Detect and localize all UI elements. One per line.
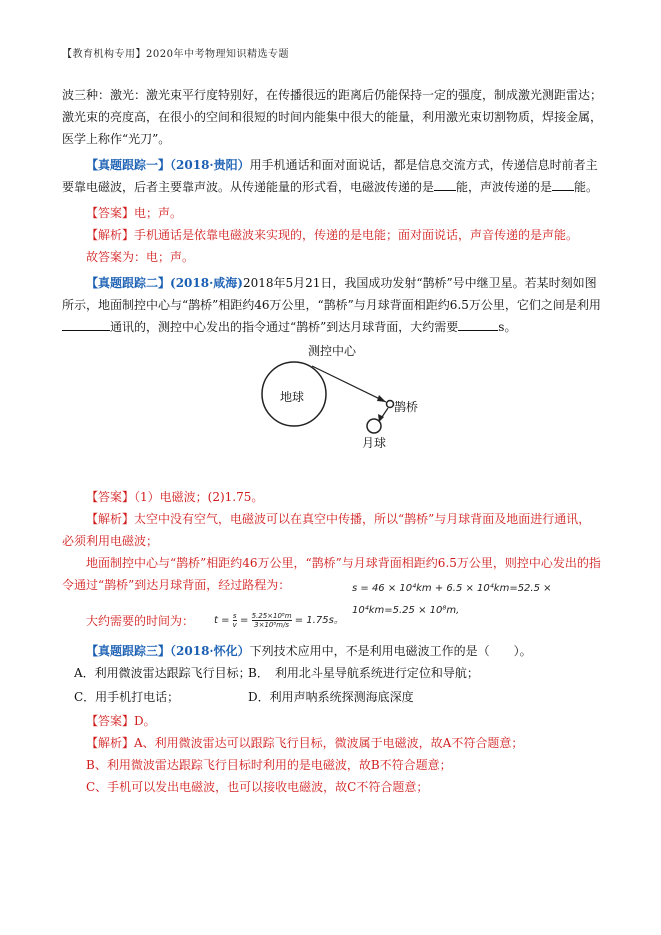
q3-answer <box>62 710 602 732</box>
time-formula-result: = 1.75s。 <box>291 615 344 626</box>
satellite-diagram <box>62 340 602 480</box>
time-label: 大约需要的时间为： <box>86 614 195 628</box>
q3-option-c: C．用手机打电话； <box>74 690 180 704</box>
time-frac-2 <box>252 612 292 629</box>
q2-analysis-text: 太空中没有空气，电磁波可以在真空中传播，所以“鹊桥”与月球背面及地面进行通讯，必须利用电磁波； <box>62 512 591 548</box>
q2-source: (2018·咸海) <box>170 276 243 290</box>
signal-line-1 <box>312 366 386 402</box>
time-formula-eq: = <box>236 615 252 626</box>
earth-label: 地球 <box>280 390 305 404</box>
q3-analysis-c: C、手机可以发出电磁波，也可以接收电磁波，故C不符合题意； <box>86 780 429 794</box>
q3-answer-text: D。 <box>134 714 156 728</box>
q2-question <box>62 272 602 338</box>
bridge-label: 鹊桥 <box>394 400 419 414</box>
q1-answer-label: 【答案】 <box>86 206 135 220</box>
q1-analysis-text: 手机通话是依靠电磁波来实现的，传递的是电能；面对面说话，声音传递的是声能。 <box>134 228 579 242</box>
q3-option-a: A．利用微波雷达跟踪飞行目标； <box>74 666 251 680</box>
q1-text-3: 能。 <box>574 180 599 194</box>
distance-formula-row <box>352 574 602 616</box>
time-formula-row <box>62 608 602 634</box>
q2-text-1: 2018年5月21日，我国成功发射“鹊桥”号中继卫星。若某时刻如图所示，地面制控中心与“鹊桥”相距约46万公里，“鹊桥”与月球背面相距约6.5万公里，它们之间是利用 <box>62 276 601 312</box>
q1-analysis-label: 【解析】 <box>86 228 135 242</box>
bridge-dot <box>387 401 394 408</box>
q3-option-b: B． 利用北斗星导航系统进行定位和导航； <box>248 666 479 680</box>
document-header: 【教育机构专用】2020年中考物理知识精选专题 <box>62 49 289 60</box>
q2-analysis <box>62 508 602 552</box>
q1-answer-text: 电；声。 <box>134 206 183 220</box>
q1-analysis <box>62 224 602 246</box>
q3-source: （2018·怀化） <box>170 644 250 658</box>
q1-blank-1 <box>434 176 456 191</box>
q1-answer <box>62 202 602 224</box>
q1-text-2: 能，声波传递的是 <box>456 180 553 194</box>
q3-options-row-1 <box>62 662 602 684</box>
intro-paragraph: 波三种：激光：激光束平行度特别好，在传播很远的距离后仍能保持一定的强度，制成激光测距雷达；激光束的亮度高，在很小的空间和很短的时间内能集中很大的能量，利用激光束切割物质，焊接金属，医学上称作“光刀”。 <box>62 88 603 146</box>
q3-options-row-2 <box>62 686 602 708</box>
q2-answer-label: 【答案】 <box>86 490 135 504</box>
document-body <box>62 84 602 798</box>
distance-formula: s = 46 × 10⁴km + 6.5 × 10⁴km=52.5 × 10⁴km=5.25 × 10⁸m, <box>352 583 552 616</box>
q2-analysis-text-2: 地面制控中心与“鹊桥”相距约46万公里，“鹊桥”与月球背面相距约6.5万公里，则控中心发出的指令通过“鹊桥”到达月球背面，经过路程为： <box>62 556 601 592</box>
moon-label: 月球 <box>362 436 387 450</box>
q2-analysis-label: 【解析】 <box>86 512 135 526</box>
q1-tag: 【真题跟踪一】 <box>86 158 171 172</box>
q3-question <box>62 640 602 662</box>
q2-text-2: 通讯的，测控中心发出的指令通过“鹊桥”到达月球背面，大约需要 <box>110 320 459 334</box>
time-frac-1-den: v <box>232 620 237 629</box>
q1-question <box>62 154 602 198</box>
q3-analysis-label: 【解析】 <box>86 736 135 750</box>
q1-blank-2 <box>552 176 574 191</box>
time-formula <box>214 610 344 632</box>
q2-tag: 【真题跟踪二】 <box>86 276 171 290</box>
q3-analysis <box>62 732 602 754</box>
q3-tag: 【真题跟踪三】 <box>86 644 171 658</box>
q2-answer-text: （1）电磁波；(2)1.75。 <box>134 490 264 504</box>
q3-text: 下列技术应用中，不是利用电磁波工作的是（ ）。 <box>249 644 532 658</box>
q3-option-d: D．利用声呐系统探测海底深度 <box>248 690 414 704</box>
q3-analysis-a: A、利用微波雷达可以跟踪飞行目标，微波属于电磁波，故A不符合题意； <box>134 736 524 750</box>
q3-analysis-b: B、利用微波雷达跟踪飞行目标时利用的是电磁波，故B不符合题意； <box>86 758 452 772</box>
q2-text-3: s。 <box>498 320 517 334</box>
signal-arrow-1 <box>377 395 386 402</box>
q2-answer <box>62 486 602 508</box>
q2-blank-2 <box>458 316 498 331</box>
q1-source: （2018·贵阳） <box>170 158 250 172</box>
q1-text-1: 用手机通话和面对面说话，都是信息交流方式，传递信息时前者主要靠电磁波，后者主要靠声波。从传递能量的形式看，电磁波传递的是 <box>62 158 598 194</box>
time-frac-1-num: s <box>232 611 237 620</box>
q1-final: 故答案为：电；声。 <box>86 250 195 264</box>
time-frac-2-num: 5.25×10⁸m <box>251 611 292 620</box>
time-formula-prefix: t = <box>214 615 233 626</box>
time-frac-2-den: 3×10⁸m/s <box>254 620 289 629</box>
q2-blank-1 <box>62 316 110 331</box>
q3-answer-label: 【答案】 <box>86 714 135 728</box>
center-label: 测控中心 <box>308 344 357 358</box>
